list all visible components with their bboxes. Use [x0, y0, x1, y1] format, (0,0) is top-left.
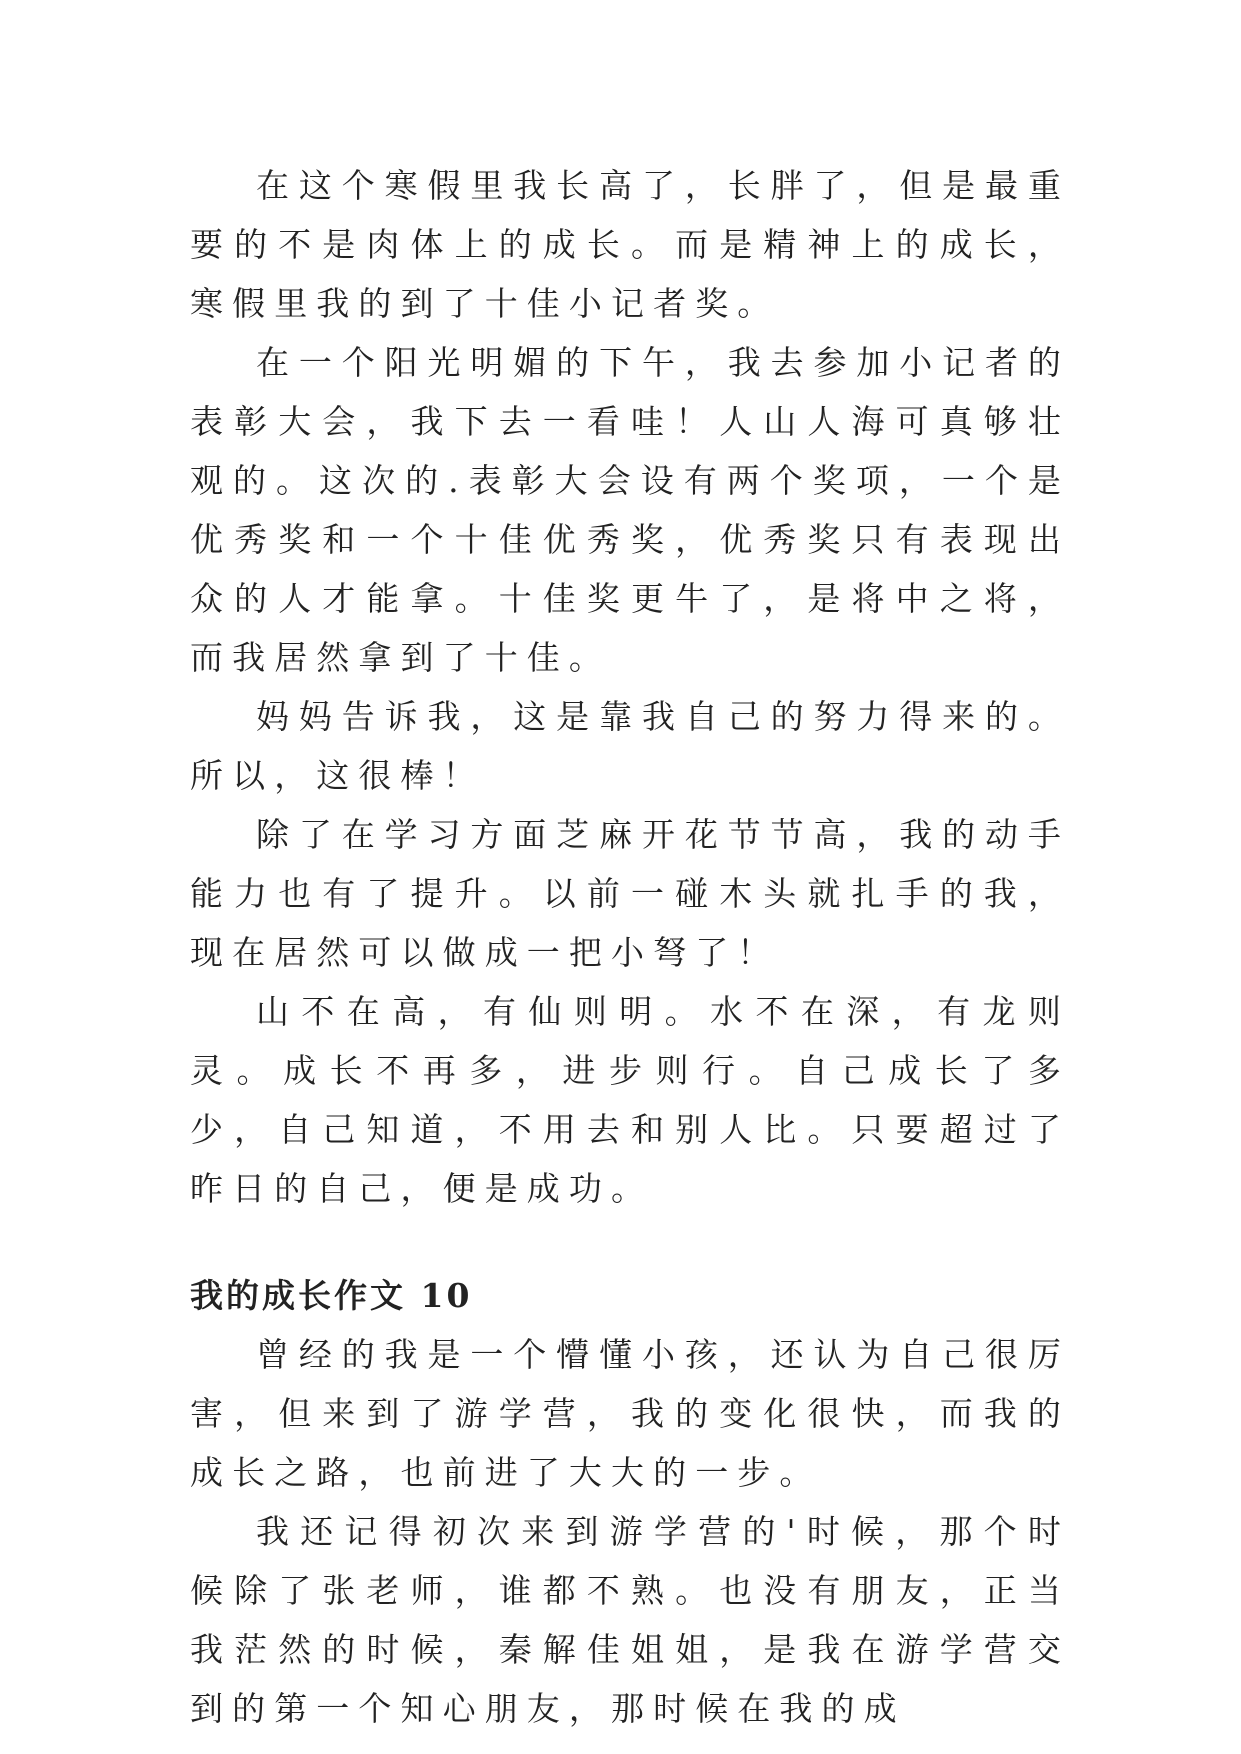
paragraph: 妈妈告诉我，这是靠我自己的努力得来的。所以，这很棒！	[190, 697, 1070, 795]
paragraph: 我还记得初次来到游学营的'时候，那个时候除了张老师，谁都不熟。也没有朋友，正当我茫然的时候，秦解佳姐姐，是我在游学营交到的第一个知心朋友，那时候在我的成	[190, 1512, 1070, 1728]
paragraph: 除了在学习方面芝麻开花节节高，我的动手能力也有了提升。以前一碰木头就扎手的我，现在居然可以做成一把小弩了！	[190, 815, 1070, 972]
paragraph: 山不在高，有仙则明。水不在深，有龙则灵。成长不再多，进步则行。自己成长了多少，自己知道，不用去和别人比。只要超过了昨日的自己，便是成功。	[190, 992, 1070, 1208]
paragraph: 曾经的我是一个懵懂小孩，还认为自己很厉害，但来到了游学营，我的变化很快，而我的成长之路，也前进了大大的一步。	[190, 1335, 1070, 1492]
paragraph: 在一个阳光明媚的下午，我去参加小记者的表彰大会，我下去一看哇！人山人海可真够壮观的。这次的.表彰大会设有两个奖项，一个是优秀奖和一个十佳优秀奖，优秀奖只有表现出众的人才能拿。十佳奖更牛了，是将中之将，而我居然拿到了十佳。	[190, 343, 1070, 677]
section-heading: 我的成长作文 10	[190, 1276, 473, 1315]
paragraph: 在这个寒假里我长高了，长胖了，但是最重要的不是肉体上的成长。而是精神上的成长，寒假里我的到了十佳小记者奖。	[190, 166, 1070, 323]
document-body	[190, 156, 1070, 1738]
